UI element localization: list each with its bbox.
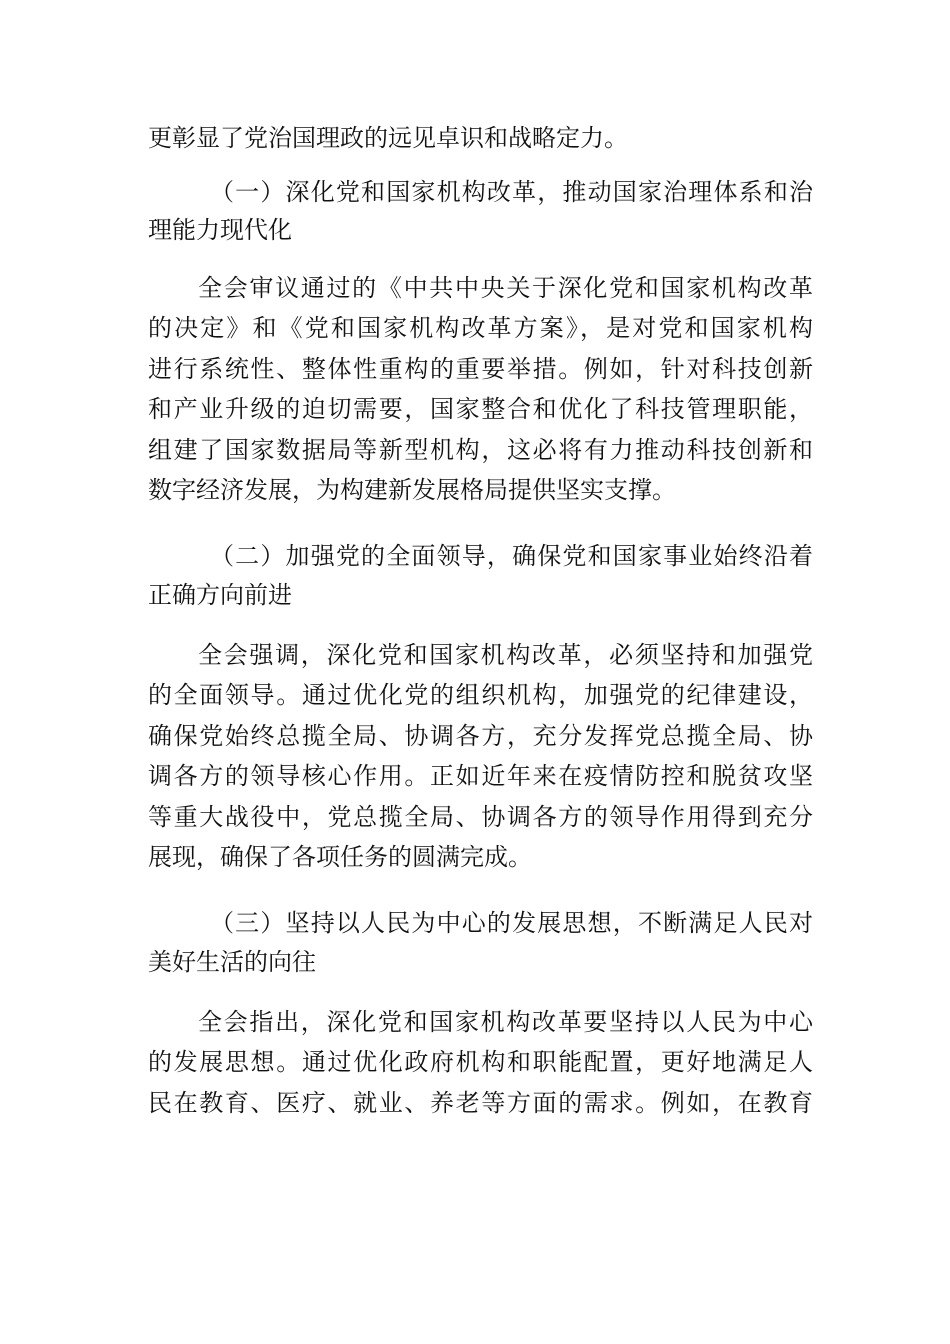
paragraph-line: 等重大战役中，党总揽全局、协调各方的领导作用得到充分 [148, 803, 813, 831]
paragraph-line: 的发展思想。通过优化政府机构和职能配置，更好地满足人 [148, 1048, 813, 1076]
section-heading-1: （一）深化党和国家机构改革，推动国家治理体系和治 [210, 178, 813, 206]
section-heading-2: （二）加强党的全面领导，确保党和国家事业始终沿着 [210, 542, 813, 570]
paragraph-line: 全会指出，深化党和国家机构改革要坚持以人民为中心 [198, 1008, 813, 1036]
section-heading-1-cont: 理能力现代化 [148, 216, 292, 244]
section-heading-2-cont: 正确方向前进 [148, 581, 292, 609]
paragraph-line: 的决定》和《党和国家机构改革方案》，是对党和国家机构 [148, 314, 813, 342]
paragraph-line: 展现，确保了各项任务的圆满完成。 [148, 843, 532, 871]
paragraph-line: 民在教育、医疗、就业、养老等方面的需求。例如，在教育 [148, 1089, 813, 1117]
paragraph-line: 全会审议通过的《中共中央关于深化党和国家机构改革 [198, 274, 813, 302]
paragraph-line: 全会强调，深化党和国家机构改革，必须坚持和加强党 [198, 641, 813, 669]
paragraph-line: 进行系统性、整体性重构的重要举措。例如，针对科技创新 [148, 355, 813, 383]
paragraph-line: 更彰显了党治国理政的远见卓识和战略定力。 [148, 124, 628, 152]
paragraph-line: 调各方的领导核心作用。正如近年来在疫情防控和脱贫攻坚 [148, 762, 813, 790]
paragraph-line: 和产业升级的迫切需要，国家整合和优化了科技管理职能， [148, 395, 813, 423]
paragraph-line: 组建了国家数据局等新型机构，这必将有力推动科技创新和 [148, 436, 813, 464]
paragraph-line: 的全面领导。通过优化党的组织机构，加强党的纪律建设， [148, 681, 813, 709]
paragraph-line: 确保党始终总揽全局、协调各方，充分发挥党总揽全局、协 [148, 722, 813, 750]
section-heading-3-cont: 美好生活的向往 [148, 948, 316, 976]
section-heading-3: （三）坚持以人民为中心的发展思想，不断满足人民对 [210, 909, 813, 937]
paragraph-line: 数字经济发展，为构建新发展格局提供坚实支撑。 [148, 476, 676, 504]
